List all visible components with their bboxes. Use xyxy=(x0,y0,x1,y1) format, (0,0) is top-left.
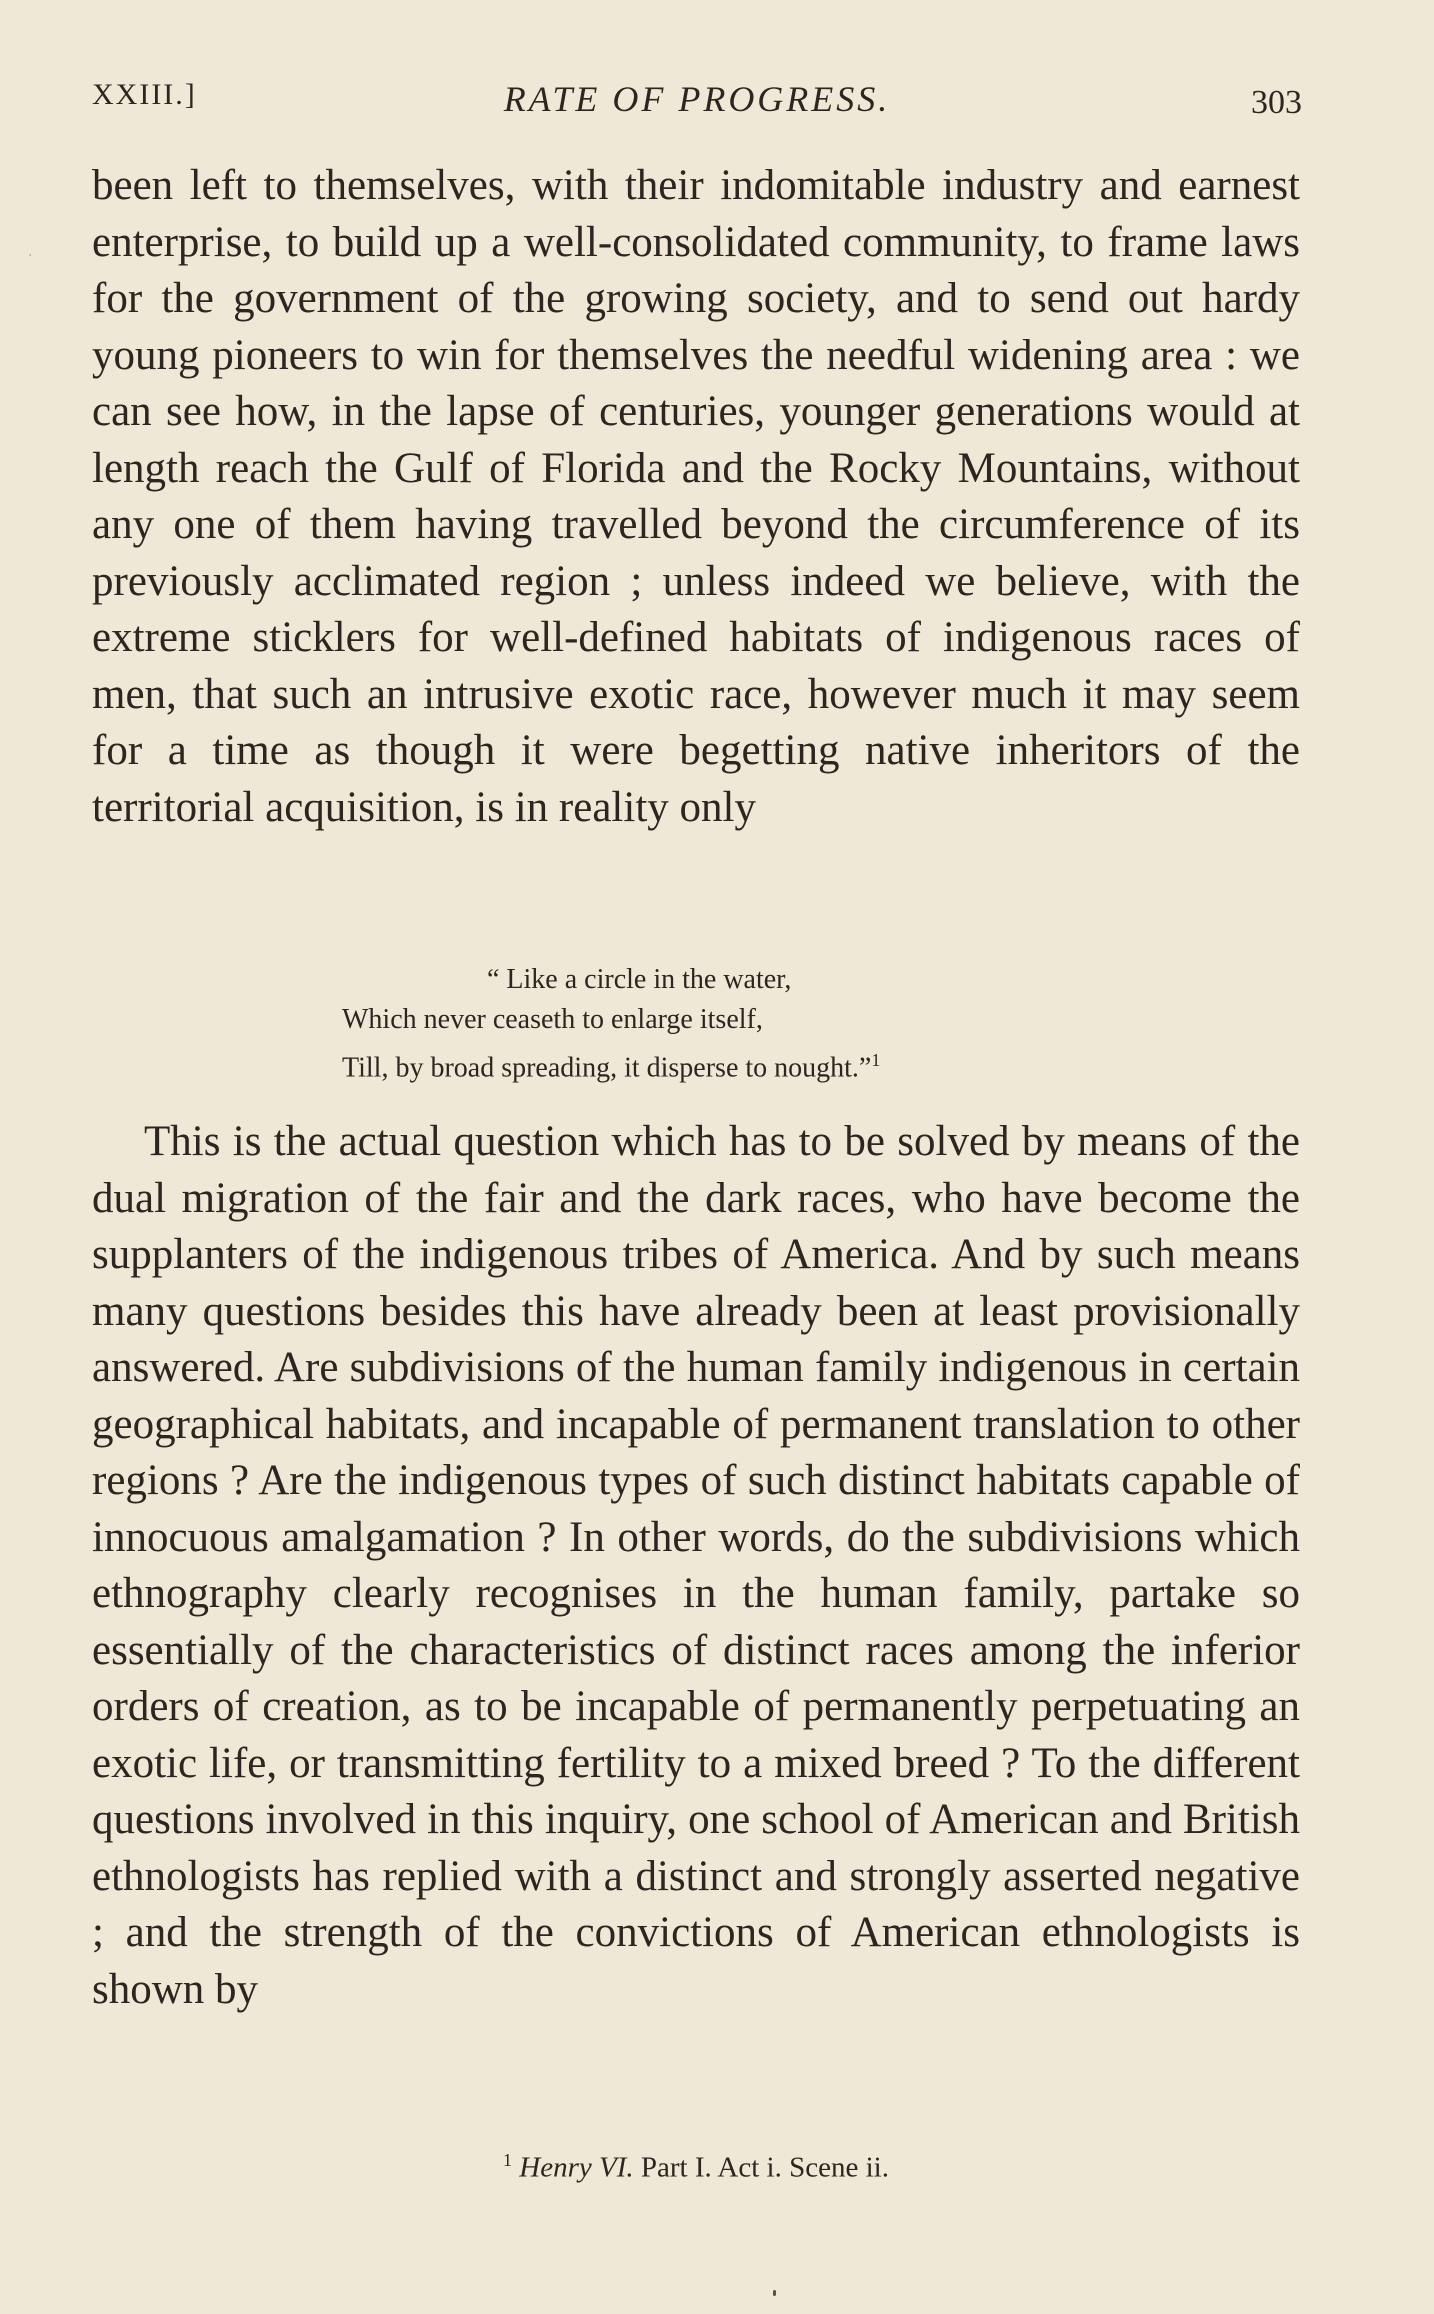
page-number: 303 xyxy=(1251,84,1302,121)
footnote-number: 1 xyxy=(503,2150,513,2170)
verse-line-3: Till, by broad spreading, it disperse to nought.”$^1$ xyxy=(342,1050,881,1084)
running-header xyxy=(92,78,1302,128)
footnote-reference[interactable]: 1 xyxy=(871,1050,881,1070)
body-text-bottom xyxy=(92,1114,1300,2018)
chapter-number: XXIII.] xyxy=(92,78,197,111)
verse-quotation xyxy=(92,960,1300,1088)
paragraph-1: been left to themselves, with their indomitable industry and earnest enterprise, to build up a well-consolidated community, to frame laws for the government of the growing society, and to send out hardy young pioneers to win for themselves the needful widening area : we can see how, in the lapse of centuries, younger generations would at length reach the Gulf of Florida and the Rocky Mountains, without any one of them having travelled beyond the circumference of its previously acclimated region ; unless indeed we believe, with the extreme sticklers for well-defined habitats of indigenous races of men, that such an intrusive exotic race, however much it may seem for a time as though it were begetting native inheritors of the territorial acquisition, is in reality only xyxy=(92,162,1300,831)
footnote-citation: Part I. Act i. Scene ii. xyxy=(633,2151,889,2184)
margin-mark: · xyxy=(28,248,33,264)
ink-speck xyxy=(773,2290,776,2296)
verse-line-1: “ Like a circle in the water, xyxy=(487,964,792,995)
body-text-top xyxy=(92,158,1300,836)
footnote xyxy=(92,2150,1300,2185)
footnote-title: Henry VI. xyxy=(519,2151,634,2184)
paragraph-2: This is the actual question which has to be solved by means of the dual migration of the fair and the dark races, who have become the supplanters of the indigenous tribes of America. And by such means many questions besides this have already been at least provisionally answered. Are subdivisions of the human family indigenous in certain geographical habitats, and incapable of permanent translation to other regions ? Are the indigenous types of such distinct habitats capable of innocuous amalgamation ? In other words, do the subdivisions which ethnography clearly recognises in the human family, partake so essentially of the characteristics of distinct races among the inferior orders of creation, as to be incapable of permanently perpetuating an exotic life, or transmitting fertility to a mixed breed ? To the different questions involved in this inquiry, one school of American and British ethnologists has replied with a distinct and strongly asserted negative ; and the strength of the convictions of American ethnologists is shown by xyxy=(92,1118,1300,2013)
verse-line-2: Which never ceaseth to enlarge itself, xyxy=(342,1004,763,1035)
running-title: RATE OF PROGRESS. xyxy=(503,79,891,119)
